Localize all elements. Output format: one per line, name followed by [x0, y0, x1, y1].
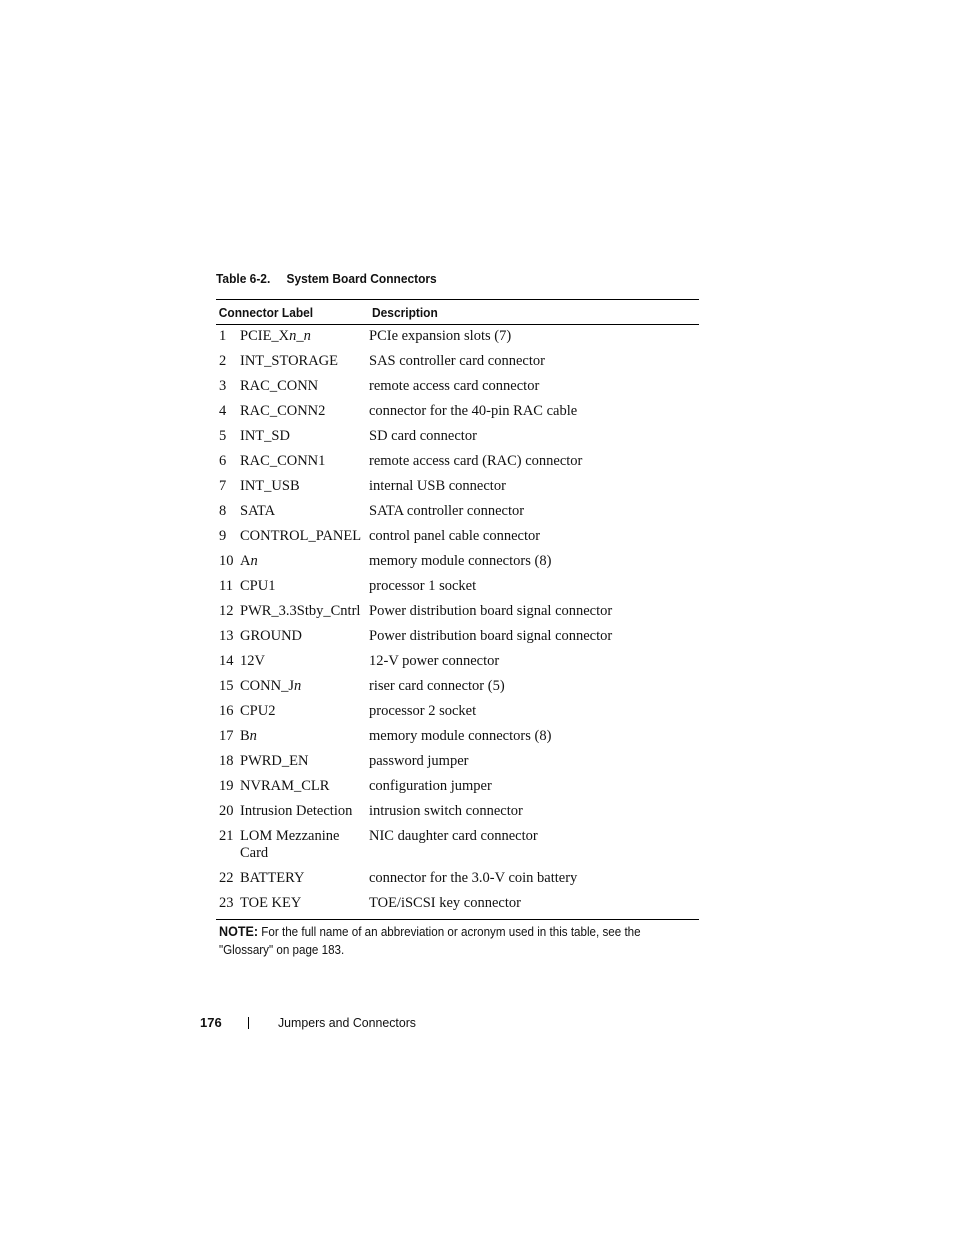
connector-label	[237, 378, 369, 395]
table-title: System Board Connectors	[286, 271, 437, 286]
system-board-connectors-table	[216, 299, 699, 959]
connector-description: connector for the 40-pin RAC cable	[369, 403, 578, 419]
table-row	[216, 352, 699, 377]
connector-label	[237, 828, 369, 862]
connector-label-text: SATA	[240, 503, 276, 519]
row-number: 19	[219, 778, 234, 794]
connector-description: internal USB connector	[369, 478, 506, 494]
connector-label-text: 12V	[240, 653, 265, 669]
connector-description: intrusion switch connector	[369, 803, 523, 819]
table-caption	[216, 271, 437, 286]
table-row	[216, 527, 699, 552]
connector-description: control panel cable connector	[369, 528, 541, 544]
connector-label-text: CONN_J	[240, 678, 294, 694]
row-number: 2	[219, 353, 227, 369]
connector-label	[237, 578, 369, 595]
table-row	[216, 577, 699, 602]
connector-label-text: LOM Mezzanine Card	[240, 828, 340, 861]
header-connector-label: Connector Label	[218, 304, 314, 320]
row-number: 17	[219, 728, 234, 744]
table-row	[216, 827, 699, 869]
row-number: 14	[219, 653, 234, 669]
row-number: 22	[219, 870, 234, 886]
connector-label-text: PCIE_X	[240, 328, 290, 344]
row-number: 21	[219, 828, 234, 844]
table-row	[216, 702, 699, 727]
row-number: 7	[219, 478, 227, 494]
connector-label-text: TOE KEY	[240, 895, 302, 911]
connector-label	[237, 628, 369, 645]
connector-label	[237, 728, 369, 745]
row-number: 6	[219, 453, 227, 469]
connector-label-text: INT_STORAGE	[240, 353, 339, 369]
row-number: 10	[219, 553, 234, 569]
connector-label-text: CONTROL_PANEL	[240, 528, 362, 544]
row-number: 1	[219, 328, 227, 344]
connector-label	[237, 653, 369, 670]
table-number: Table 6-2.	[216, 271, 271, 286]
connector-label	[237, 353, 369, 370]
connector-label-text: PWRD_EN	[240, 753, 309, 769]
connector-label-text: CPU1	[240, 578, 276, 594]
connector-description: configuration jumper	[369, 778, 492, 794]
connector-description: password jumper	[369, 753, 469, 769]
connector-description: remote access card connector	[369, 378, 540, 394]
connector-description: riser card connector (5)	[369, 678, 505, 694]
page-number: 176	[200, 1015, 222, 1030]
table-body	[216, 325, 699, 919]
connector-label	[237, 703, 369, 720]
row-number: 15	[219, 678, 234, 694]
row-number: 16	[219, 703, 234, 719]
connector-label-text: INT_SD	[240, 428, 290, 444]
connector-label-text: RAC_CONN1	[240, 453, 326, 469]
page-footer	[200, 1015, 423, 1030]
table-row	[216, 502, 699, 527]
connector-description: TOE/iSCSI key connector	[369, 895, 521, 911]
table-row	[216, 677, 699, 702]
connector-description: remote access card (RAC) connector	[369, 453, 583, 469]
connector-description: SAS controller card connector	[369, 353, 545, 369]
row-number: 9	[219, 528, 227, 544]
connector-description: memory module connectors (8)	[369, 728, 552, 744]
row-number: 8	[219, 503, 227, 519]
connector-description: processor 2 socket	[369, 703, 477, 719]
connector-description: SATA controller connector	[369, 503, 525, 519]
table-row	[216, 627, 699, 652]
table-row	[216, 402, 699, 427]
connector-label	[237, 453, 369, 470]
table-row	[216, 894, 699, 919]
row-number: 20	[219, 803, 234, 819]
connector-label	[237, 753, 369, 770]
connector-label	[237, 403, 369, 420]
table-row	[216, 427, 699, 452]
row-number: 12	[219, 603, 234, 619]
connector-label	[237, 503, 369, 520]
connector-label	[237, 603, 369, 620]
row-number: 23	[219, 895, 234, 911]
connector-label	[237, 528, 369, 545]
connector-label	[237, 778, 369, 795]
connector-label-text: B	[240, 728, 250, 744]
connector-label	[237, 553, 369, 570]
connector-description: processor 1 socket	[369, 578, 477, 594]
connector-label-text: A	[240, 553, 251, 569]
connector-label-text: RAC_CONN	[240, 378, 319, 394]
connector-description: PCIe expansion slots (7)	[369, 328, 512, 344]
connector-label	[237, 478, 369, 495]
connector-label-text: INT_USB	[240, 478, 300, 494]
table-row	[216, 602, 699, 627]
table-row	[216, 477, 699, 502]
connector-label-variable: n	[250, 553, 258, 569]
connector-description: SD card connector	[369, 428, 477, 444]
connector-label-text: RAC_CONN2	[240, 403, 326, 419]
connector-label-text: GROUND	[240, 628, 303, 644]
connector-label-text: NVRAM_CLR	[240, 778, 330, 794]
table-row	[216, 777, 699, 802]
connector-label	[237, 870, 369, 887]
connector-description: Power distribution board signal connector	[369, 628, 613, 644]
connector-label	[237, 428, 369, 445]
connector-description: NIC daughter card connector	[369, 828, 538, 844]
connector-description: Power distribution board signal connector	[369, 603, 613, 619]
table-row	[216, 652, 699, 677]
connector-label-variable: n	[293, 678, 302, 694]
table-row	[216, 727, 699, 752]
row-number: 3	[219, 378, 227, 394]
connector-label-text: BATTERY	[240, 870, 305, 886]
connector-label-text: Intrusion Detection	[240, 803, 353, 819]
row-number: 5	[219, 428, 227, 444]
note-text: For the full name of an abbreviation or acronym used in this table, see the "Glossary" on page 183.	[219, 925, 641, 957]
connector-label	[237, 803, 369, 820]
table-row	[216, 327, 699, 352]
connector-description: memory module connectors (8)	[369, 553, 552, 569]
table-row	[216, 452, 699, 477]
connector-label-variable: n_n	[289, 328, 311, 344]
header-description: Description	[372, 304, 438, 320]
row-number: 4	[219, 403, 227, 419]
connector-label	[237, 895, 369, 912]
connector-label	[237, 328, 369, 345]
note-label: NOTE:	[219, 924, 259, 939]
table-note	[216, 919, 699, 959]
table-row	[216, 752, 699, 777]
connector-description: 12-V power connector	[369, 653, 500, 669]
connector-label-text: CPU2	[240, 703, 276, 719]
row-number: 18	[219, 753, 234, 769]
connector-label-variable: n	[249, 728, 257, 744]
table-row	[216, 377, 699, 402]
table-row	[216, 552, 699, 577]
connector-description: connector for the 3.0-V coin battery	[369, 870, 578, 886]
footer-separator	[248, 1017, 249, 1029]
table-row	[216, 802, 699, 827]
table-row	[216, 869, 699, 894]
table-header	[216, 300, 699, 325]
row-number: 11	[219, 578, 233, 594]
connector-label	[237, 678, 369, 695]
connector-label-text: PWR_3.3Stby_Cntrl	[240, 603, 361, 619]
section-title: Jumpers and Connectors	[278, 1015, 416, 1030]
row-number: 13	[219, 628, 234, 644]
